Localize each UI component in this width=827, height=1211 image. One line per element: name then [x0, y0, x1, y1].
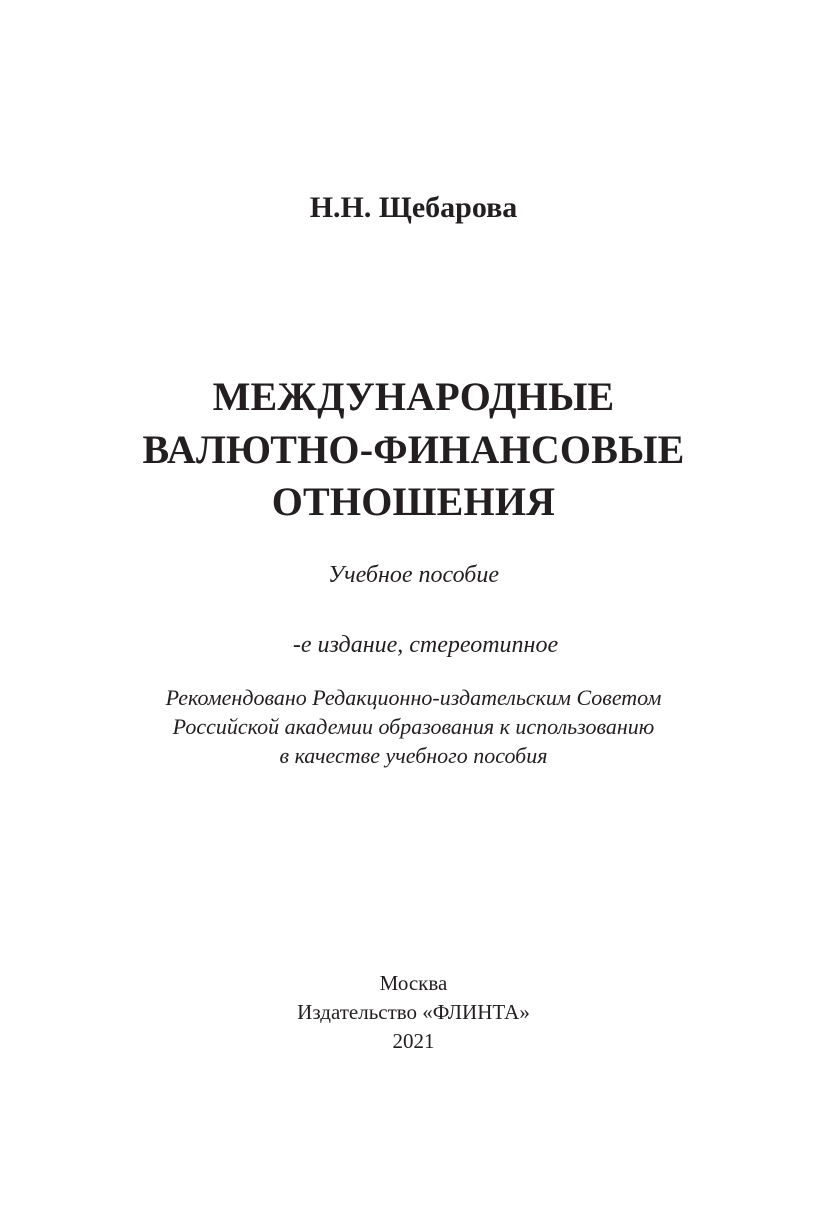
title-line-3: ОТНОШЕНИЯ [271, 479, 556, 524]
title-line-2: ВАЛЮТНО-ФИНАНСОВЫЕ [142, 427, 685, 472]
imprint-city: Москва [379, 971, 448, 995]
imprint-publisher: Издательство «ФЛИНТА» [297, 1000, 530, 1024]
title-line-1: МЕЖДУНАРОДНЫЕ [212, 374, 615, 419]
book-subtitle: Учебное пособие [327, 562, 500, 588]
recommendation-line-3: в качестве учебного пособия [279, 743, 548, 768]
imprint-year: 2021 [392, 1029, 435, 1053]
author-name: Н.Н. Щебарова [309, 191, 518, 224]
recommendation-line-1: Рекомендовано Редакционно-издательским Советом [165, 685, 662, 710]
recommendation-line-2: Российской академии образования к использованию [172, 714, 655, 739]
edition-note: -е издание, стереотипное [292, 632, 559, 658]
